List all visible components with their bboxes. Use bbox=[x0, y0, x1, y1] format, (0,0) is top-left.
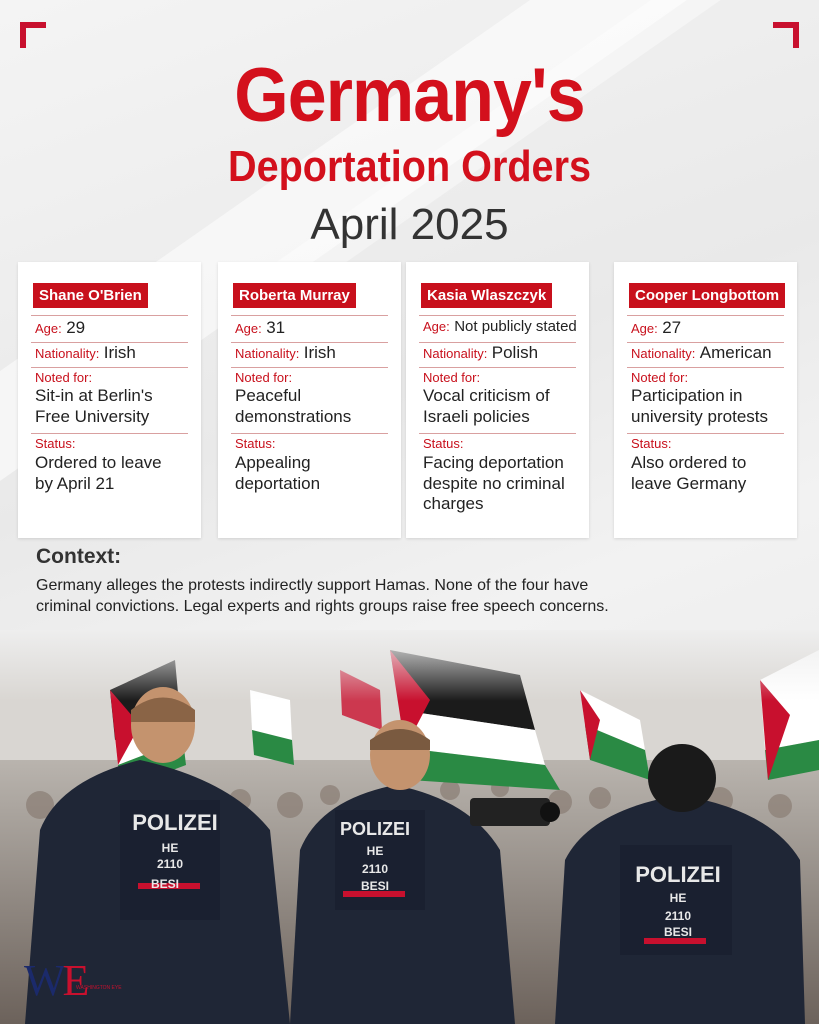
noted-value bbox=[423, 386, 585, 427]
status-label: Status: bbox=[35, 436, 76, 451]
person-name: Cooper Longbottom bbox=[629, 283, 785, 308]
status-value bbox=[235, 453, 397, 494]
divider bbox=[419, 433, 576, 434]
logo-letters: WE bbox=[24, 956, 87, 1005]
status-line: by April 21 bbox=[35, 473, 115, 493]
protest-scene-image bbox=[0, 630, 819, 1024]
age-value: 27 bbox=[662, 318, 682, 337]
vest-text: POLIZEI bbox=[132, 810, 218, 835]
noted-line: Vocal criticism of bbox=[423, 386, 550, 405]
nationality-value: Polish bbox=[491, 343, 539, 362]
vest-text: HE bbox=[669, 891, 687, 905]
vest-text: POLIZEI bbox=[339, 819, 411, 839]
nationality-label: Nationality: bbox=[631, 346, 696, 361]
profile-card bbox=[614, 262, 797, 538]
vest-text: HE bbox=[366, 844, 384, 858]
divider bbox=[627, 315, 784, 316]
noted-line: Sit-in at Berlin's bbox=[35, 386, 153, 405]
vest-text: BESI bbox=[360, 879, 390, 893]
page-title: Germany's bbox=[234, 53, 585, 138]
noted-label: Noted for: bbox=[35, 370, 93, 385]
vest-text: BESI bbox=[663, 925, 693, 939]
noted-value bbox=[235, 386, 397, 427]
noted-line: demonstrations bbox=[235, 406, 352, 426]
age-value: 29 bbox=[66, 318, 86, 337]
noted-line: Free University bbox=[35, 406, 150, 426]
vest-text: 2110 bbox=[156, 857, 184, 871]
divider bbox=[231, 315, 388, 316]
page-subtitle: Deportation Orders bbox=[227, 142, 592, 191]
status-line: despite no criminal bbox=[423, 473, 565, 493]
status-value bbox=[423, 453, 585, 515]
divider bbox=[231, 367, 388, 368]
logo-tagline: WASHINGTON EYE bbox=[76, 985, 122, 991]
protest-photo bbox=[0, 630, 819, 1024]
corner-bracket-top-left bbox=[20, 22, 46, 48]
status-label: Status: bbox=[423, 436, 464, 451]
divider bbox=[627, 433, 784, 434]
profile-cards bbox=[18, 262, 800, 538]
nationality-label: Nationality: bbox=[235, 346, 300, 361]
status-label: Status: bbox=[235, 436, 276, 451]
vest-text: 2110 bbox=[664, 909, 692, 923]
noted-label: Noted for: bbox=[423, 370, 481, 385]
noted-line: Israeli policies bbox=[423, 406, 530, 426]
status-label: Status: bbox=[631, 436, 672, 451]
person-name: Shane O'Brien bbox=[33, 283, 148, 308]
noted-label: Noted for: bbox=[631, 370, 689, 385]
noted-line: Peaceful bbox=[235, 386, 302, 405]
divider bbox=[31, 315, 188, 316]
status-line: Facing deportation bbox=[423, 453, 564, 472]
age-label: Age: bbox=[423, 319, 450, 334]
person-name: Kasia Wlaszczyk bbox=[421, 283, 552, 308]
divider bbox=[627, 367, 784, 368]
age-value: 31 bbox=[266, 318, 286, 337]
vest-text: HE bbox=[161, 841, 179, 855]
age-label: Age: bbox=[631, 321, 658, 336]
noted-value bbox=[35, 386, 197, 427]
nationality-label: Nationality: bbox=[423, 346, 488, 361]
profile-card bbox=[18, 262, 201, 538]
noted-value bbox=[631, 386, 793, 427]
noted-label: Noted for: bbox=[235, 370, 293, 385]
status-line: Ordered to leave bbox=[35, 453, 162, 472]
nationality-value: Irish bbox=[103, 343, 136, 362]
nationality-value: American bbox=[699, 343, 772, 362]
status-line: Appealing bbox=[235, 453, 311, 472]
divider bbox=[31, 433, 188, 434]
status-line: Also ordered to bbox=[631, 453, 747, 472]
divider bbox=[419, 367, 576, 368]
context-heading: Context: bbox=[36, 545, 122, 568]
divider bbox=[231, 433, 388, 434]
vest-text: BESI bbox=[150, 877, 180, 891]
noted-line: Participation in bbox=[631, 386, 743, 405]
age-label: Age: bbox=[235, 321, 262, 336]
vest-text: POLIZEI bbox=[635, 862, 721, 887]
vest-text: 2110 bbox=[361, 862, 389, 876]
profile-card bbox=[218, 262, 401, 538]
status-value bbox=[631, 453, 793, 494]
brand-logo bbox=[24, 955, 122, 1006]
divider bbox=[419, 315, 576, 316]
context-line: Germany alleges the protests indirectly support Hamas. None of the four have bbox=[36, 577, 589, 594]
nationality-label: Nationality: bbox=[35, 346, 100, 361]
noted-line: university protests bbox=[631, 406, 768, 426]
nationality-value: Irish bbox=[303, 343, 336, 362]
age-value: Not publicly stated bbox=[454, 318, 577, 335]
status-line: leave Germany bbox=[631, 473, 747, 493]
context-body bbox=[36, 575, 796, 617]
status-value bbox=[35, 453, 197, 494]
age-label: Age: bbox=[35, 321, 62, 336]
context-line: criminal convictions. Legal experts and rights groups raise free speech concerns. bbox=[36, 598, 609, 615]
status-line: deportation bbox=[235, 473, 321, 493]
status-line: charges bbox=[423, 494, 484, 513]
person-name: Roberta Murray bbox=[233, 283, 356, 308]
divider bbox=[31, 367, 188, 368]
profile-card bbox=[406, 262, 589, 538]
page-date: April 2025 bbox=[310, 200, 509, 249]
corner-bracket-top-right bbox=[773, 22, 799, 48]
